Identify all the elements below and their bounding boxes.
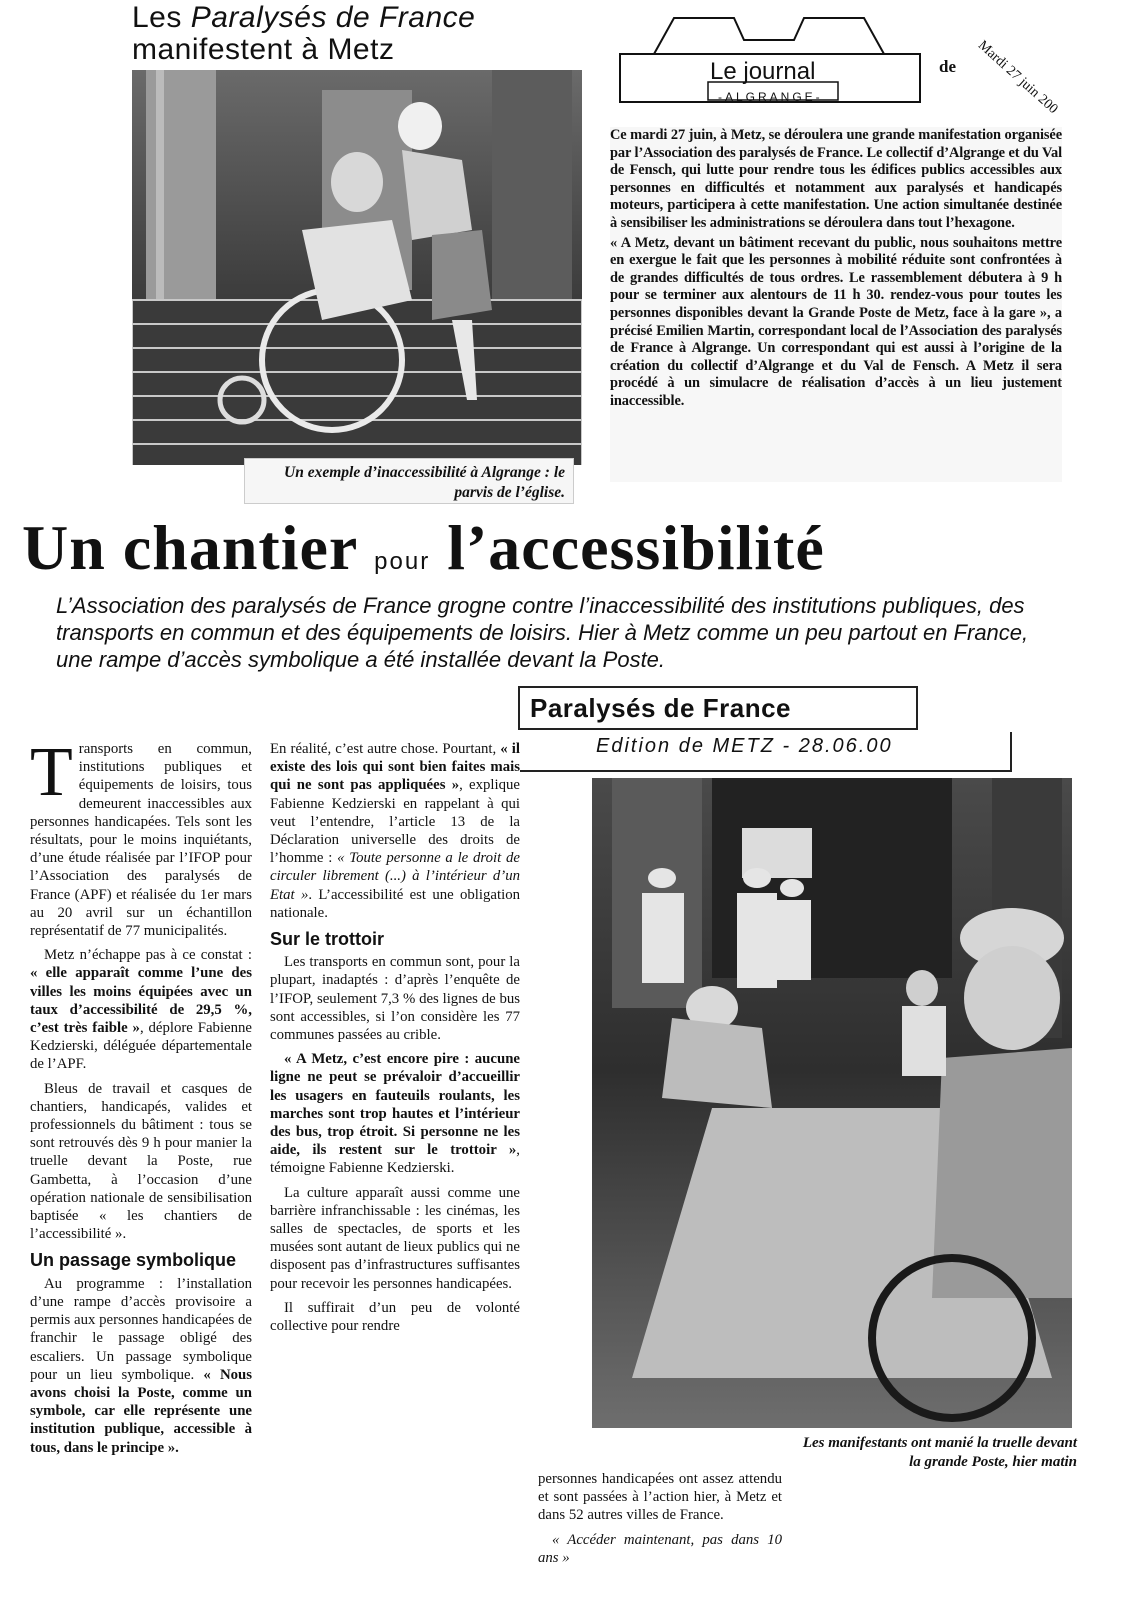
journal-label: Le journal bbox=[710, 58, 816, 85]
col2-paragraph-5: Il suffirait d’un peu de volonté collective pour rendre bbox=[270, 1299, 520, 1335]
photo-wheelchair-steps-image bbox=[132, 70, 582, 465]
main-headline: Un chantier pour l’accessibilité bbox=[22, 512, 825, 583]
col3-paragraph-2: « Accéder maintenant, pas dans 10 ans » bbox=[538, 1531, 782, 1566]
journal-de: de bbox=[939, 57, 956, 76]
article-lead: L’Association des paralysés de France grogne contre l’inaccessibilité des institutions publiques, des transports en commun et des équipements de loisirs. Hier à Metz comme un peu partout en France, une rampe d’accès symbolique a été installée devant la Poste. bbox=[56, 593, 1029, 672]
article-column-3 bbox=[538, 1470, 782, 1573]
article-column-1 bbox=[30, 734, 253, 1463]
article-column-2 bbox=[270, 740, 520, 1341]
date-stamp: Mardi 27 juin 200 bbox=[974, 38, 1061, 118]
subheading-sur-le-trottoir: Sur le trottoir bbox=[270, 929, 385, 950]
col1-paragraph-2: Metz n’échappe pas à ce constat : « elle apparaît comme l’une des villes les moins équipées avec un taux d’accessibilité de 29,5 %, c’est très faible », déplore Fabienne Kedzierski, déléguée départementale de l’APF. bbox=[30, 947, 252, 1073]
col1-paragraph-3: Bleus de travail et casques de chantiers, handicapés, valides et professionnels du bâtiment : tous se sont retrouvés dès 9 h pour manier la truelle devant la Poste, rue Gambetta, à l’occasion d’une opération nationale de sensibilisation baptisée « les chantiers de l’accessibilité ». bbox=[30, 1080, 252, 1243]
col2-paragraph-2: Les transports en commun sont, pour la plupart, inadaptés : d’après l’enquête de l’IFOP, seulement 7,3 % des lignes de bus sont accessibles, si l’on considère les 77 communes passées au crible. bbox=[270, 954, 520, 1044]
top-article-paragraph-1: Ce mardi 27 juin, à Metz, se déroulera une grande manifestation organisée par l’Association des paralysés de France. Le collectif d’Algrange et du Val de Fensch, qui lutte pour rendre tous les édifices publics accessibles aux personnes en difficultés et notamment aux paralysés et handicapés moteurs, participera à cette manifestation. Une action simultanée destinée à sensibiliser les administrations se déroulera dans tout l’hexagone. bbox=[610, 127, 1062, 231]
photo-poste-demonstration bbox=[592, 778, 1072, 1428]
top-article-paragraph-2: « A Metz, devant un bâtiment recevant du public, nous souhaitons mettre en exergue le fait que les personnes à mobilité réduite sont confrontées à de grandes difficultés de tous ordres. Le rassemblement débutera à 9 h pour se terminer aux alentours de 11 h 30. rendez-vous pour toutes les personnes disponibles devant la Grande Poste de Metz, face à la gare », a précisé Emilien Martin, correspondant local de l’Association des paralysés de France à Algrange. Un correspondant qui est aussi à l’origine de la création du collectif d’Algrange et du Val de Fensch. A Metz il sera procédé à un simulacre de réalisation d’accès à un lieu justement inaccessible. bbox=[610, 234, 1062, 409]
photo-caption-algrange: Un exemple d’inaccessibilité à Algrange : le parvis de l’église. bbox=[244, 458, 574, 504]
subheading-passage-symbolique: Un passage symbolique bbox=[30, 1250, 237, 1271]
photo-wheelchair-steps bbox=[132, 70, 582, 465]
col3-paragraph-1: personnes handicapées ont assez attendu et sont passées à l’action hier, à Metz et dans 52 autres villes de France. bbox=[538, 1471, 782, 1524]
drop-cap: T bbox=[30, 734, 73, 811]
top-headline: Les Paralysés de France manifestent à Metz bbox=[132, 1, 476, 66]
edition-handwritten: Edition de METZ - 28.06.00 bbox=[596, 735, 893, 757]
col1-paragraph-4: Au programme : l’installation d’une rampe d’accès provisoire a permis aux personnes handicapées de franchir le passage obligé des escaliers. Un passage symbolique pour un lieu symbolique. « Nous avons choisi la Poste, comme un symbole, car elle représente une institution publique, accessible à tous, dans le principe ». bbox=[30, 1275, 253, 1456]
journal-banner bbox=[614, 10, 956, 104]
journal-town: -ALGRANGE- bbox=[718, 90, 823, 104]
source-stamp: Paralysés de France bbox=[518, 686, 918, 730]
col1-paragraph-1: Transports en commun, institutions publiques et équipements de loisirs, tous demeurent inaccessibles aux personnes handicapées. Tels sont les résultats, pour le moins inquiétants, d’une étude réalisée par l’IFOP pour l’Association des paralysés de France (APF) et réalisée du 1er mars au 20 avril sur un échantillon représentatif de 77 municipalités. bbox=[30, 734, 252, 940]
col2-paragraph-1: En réalité, c’est autre chose. Pourtant, « il existe des lois qui sont bien faites mais qui ne sont pas appliquées », explique Fabienne Kedzierski en rappelant à qui veut l’entendre, l’article 13 de la Déclaration universelle des droits de l’homme : « Toute personne a le droit de circuler librement (...) à l’intérieur d’un Etat ». L’accessibilité est une obligation nationale. bbox=[270, 741, 521, 921]
top-article bbox=[610, 127, 1062, 482]
photo-poste-demonstration-image bbox=[592, 778, 1072, 1428]
photo-caption-poste: Les manifestants ont manié la truelle devant la grande Poste, hier matin bbox=[802, 1435, 1077, 1470]
col2-paragraph-3: « A Metz, c’est encore pire : aucune ligne ne peut se prévaloir d’accueillir les usagers en fauteuils roulants, les marches sont trop hautes et l’intérieur des bus, trop étroit. Si personne ne les aide, ils restent sur le trottoir », témoigne Fabienne Kedzierski. bbox=[270, 1051, 520, 1177]
col2-paragraph-4: La culture apparaît aussi comme une barrière infranchissable : les cinémas, les salles de spectacles, de sports et les musées sont autant de lieux publics qui ne disposent pas d’infrastructures suffisantes pour recevoir les personnes handicapées. bbox=[270, 1184, 520, 1292]
